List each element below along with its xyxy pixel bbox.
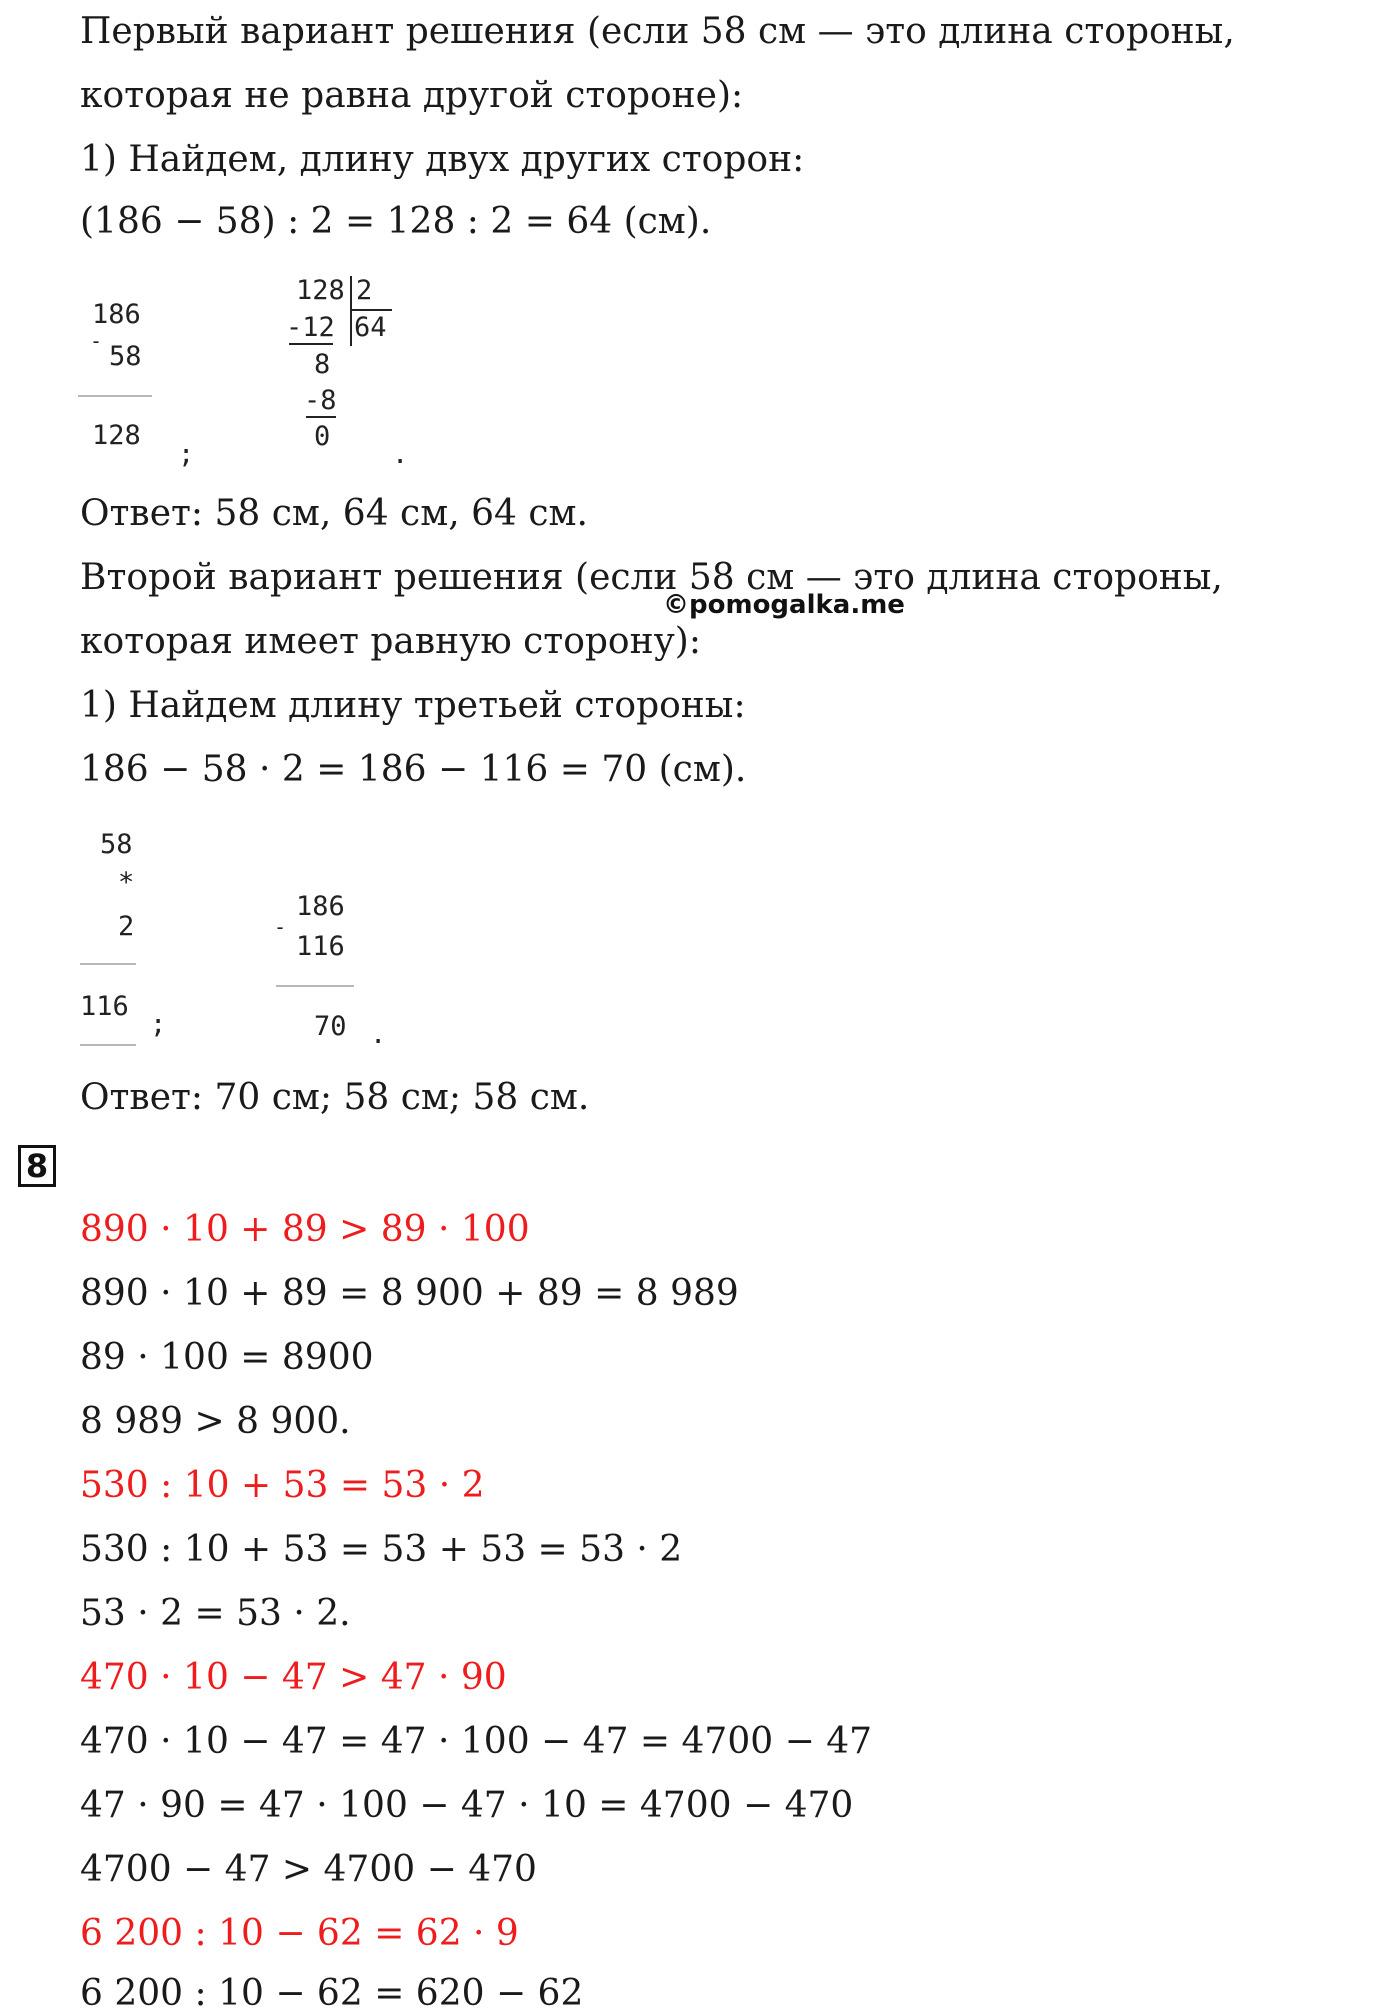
sub1-rule xyxy=(78,395,152,397)
sub2-rule xyxy=(276,985,354,987)
div-sub1: -12 xyxy=(286,312,335,343)
sub2-end-dot: . xyxy=(370,1019,387,1050)
sub1-result: 128 xyxy=(92,420,141,451)
mul-result: 116 xyxy=(80,991,129,1022)
sub1-bottom: 58 xyxy=(109,341,142,372)
watermark: ©pomogalka.me xyxy=(663,590,905,620)
sub2-minus: - xyxy=(274,915,287,939)
div-sub1-rule xyxy=(289,343,333,345)
div-divisor-rule xyxy=(352,309,392,311)
variant1-answer: Ответ: 58 см, 64 см, 64 см. xyxy=(80,493,588,534)
comparison-1-line-1: 890 · 10 + 89 = 8 900 + 89 = 8 989 xyxy=(80,1273,739,1314)
div-remainder1: 8 xyxy=(314,349,331,380)
mul-rule xyxy=(80,963,136,965)
comparison-1-line-3: 8 989 > 8 900. xyxy=(80,1401,351,1442)
mul-operator: * xyxy=(118,867,135,898)
sub1-top: 186 xyxy=(92,299,141,330)
sub2-bottom: 116 xyxy=(296,931,345,962)
mul-top: 58 xyxy=(100,829,133,860)
div-quotient: 64 xyxy=(354,312,387,343)
sub1-minus: - xyxy=(90,329,103,353)
div-end-dot: . xyxy=(392,439,409,470)
mul-underline xyxy=(80,1044,136,1046)
comparison-3-title: 470 · 10 − 47 > 47 · 90 xyxy=(80,1657,507,1698)
comparison-2-line-1: 530 : 10 + 53 = 53 + 53 = 53 · 2 xyxy=(80,1529,683,1570)
sub2-top: 186 xyxy=(296,891,345,922)
comparison-1-line-2: 89 · 100 = 8900 xyxy=(80,1337,374,1378)
div-sub2: -8 xyxy=(304,385,337,416)
comparison-4-line-1: 6 200 : 10 − 62 = 620 − 62 xyxy=(80,1973,584,2014)
variant1-intro-line1: Первый вариант решения (если 58 см — это длина стороны, xyxy=(80,11,1235,52)
comparison-4-title: 6 200 : 10 − 62 = 62 · 9 xyxy=(80,1913,519,1954)
variant2-step1: 1) Найдем длину третьей стороны: xyxy=(80,685,746,726)
div-remainder2: 0 xyxy=(314,421,331,452)
comparison-2-line-2: 53 · 2 = 53 · 2. xyxy=(80,1593,351,1634)
comparison-3-line-3: 4700 − 47 > 4700 − 470 xyxy=(80,1849,537,1890)
variant2-expression: 186 − 58 · 2 = 186 − 116 = 70 (см). xyxy=(80,749,747,790)
variant2-intro-line1: Второй вариант решения (если 58 см — это длина стороны, xyxy=(80,557,1223,598)
div-vertical-line xyxy=(350,276,352,346)
sub1-separator: ; xyxy=(178,439,195,470)
mul-separator: ; xyxy=(150,1009,167,1040)
sub2-result: 70 xyxy=(314,1011,347,1042)
comparison-2-title: 530 : 10 + 53 = 53 · 2 xyxy=(80,1465,485,1506)
variant1-step1: 1) Найдем, длину двух других сторон: xyxy=(80,139,805,180)
div-sub2-rule xyxy=(306,416,336,418)
comparison-3-line-2: 47 · 90 = 47 · 100 − 47 · 10 = 4700 − 470 xyxy=(80,1785,854,1826)
task-number-badge: 8 xyxy=(18,1145,56,1187)
div-dividend: 128 xyxy=(296,275,345,306)
variant2-intro-line2: которая имеет равную сторону): xyxy=(80,621,701,662)
div-divisor: 2 xyxy=(356,275,373,306)
mul-bottom: 2 xyxy=(118,911,135,942)
variant1-expression: (186 − 58) : 2 = 128 : 2 = 64 (см). xyxy=(80,201,712,242)
variant2-answer: Ответ: 70 см; 58 см; 58 см. xyxy=(80,1077,590,1118)
comparison-1-title: 890 · 10 + 89 > 89 · 100 xyxy=(80,1209,530,1250)
variant1-intro-line2: которая не равна другой стороне): xyxy=(80,75,744,116)
comparison-3-line-1: 470 · 10 − 47 = 47 · 100 − 47 = 4700 − 47 xyxy=(80,1721,872,1762)
